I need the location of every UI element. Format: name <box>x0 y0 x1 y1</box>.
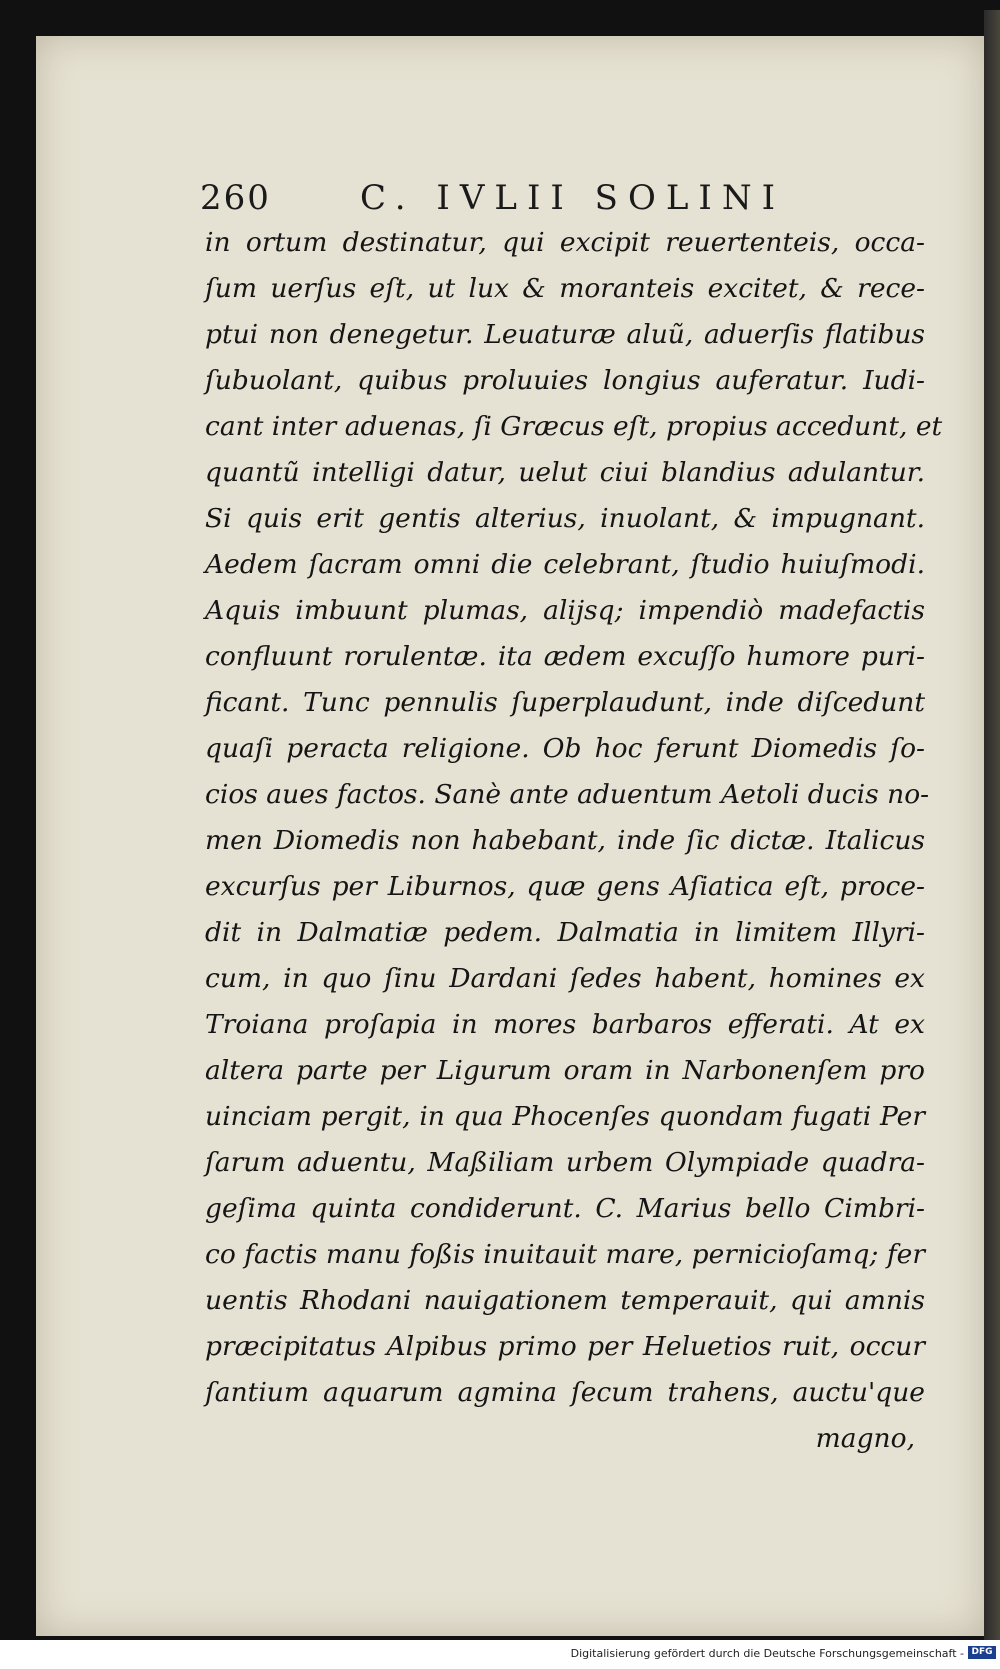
footer-credit: Digitalisierung gefördert durch die Deutsche Forschungsgemeinschaft - <box>570 1647 964 1660</box>
running-head: C. IVLII SOLINI <box>360 178 786 218</box>
text-line: Si quis erit gentis alterius, inuolant, & impugnant. <box>205 503 925 534</box>
text-line: altera parte per Ligurum oram in Narbonenſem pro <box>205 1055 925 1086</box>
text-line: Aquis imbuunt plumas, alijsq; impendiò madefactis <box>205 595 925 626</box>
text-line: uinciam pergit, in qua Phocenſes quondam fugati Per <box>205 1101 925 1132</box>
text-line: præcipitatus Alpibus primo per Heluetios ruit, occur <box>205 1331 925 1362</box>
text-line: in ortum destinatur, qui excipit reuertenteis, occa- <box>205 227 925 258</box>
text-line: quaſi peracta religione. Ob hoc ferunt Diomedis ſo- <box>205 733 925 764</box>
text-line: ſubuolant, quibus proluuies longius auferatur. Iudi- <box>205 365 925 396</box>
text-line: quantũ intelligi datur, uelut ciui blandius adulantur. <box>205 457 925 488</box>
text-line: dit in Dalmatiæ pedem. Dalmatia in limitem Illyri- <box>205 917 925 948</box>
dfg-logo: DFG <box>968 1646 996 1659</box>
page-header <box>200 178 800 218</box>
text-line: ſarum aduentu, Maßiliam urbem Olympiade quadra- <box>205 1147 925 1178</box>
page-number: 260 <box>200 178 271 218</box>
text-line: ſum uerſus eſt, ut lux & moranteis excitet, & rece- <box>205 273 925 304</box>
text-line: uentis Rhodani nauigationem temperauit, qui amnis <box>205 1285 925 1316</box>
text-line: cant inter aduenas, ſi Græcus eſt, propius accedunt, et <box>205 411 943 442</box>
text-line: ptui non denegetur. Leuaturæ aluũ, aduerſis flatibus <box>205 319 925 350</box>
text-line: Troiana proſapia in mores barbaros efferati. At ex <box>205 1009 925 1040</box>
book-edge <box>984 10 1000 1640</box>
body-text <box>205 220 943 1462</box>
text-line: co factis manu foßis inuitauit mare, pernicioſamq; fer <box>205 1239 925 1270</box>
text-line: geſima quinta condiderunt. C. Marius bello Cimbri- <box>205 1193 925 1224</box>
text-line: confluunt rorulentæ. ita ædem excuſſo humore puri- <box>205 641 925 672</box>
text-line: cum, in quo ſinu Dardani ſedes habent, homines ex <box>205 963 925 994</box>
catchword: magno, <box>815 1423 915 1454</box>
text-line: Aedem ſacram omni die celebrant, ſtudio huiuſmodi. <box>205 549 925 580</box>
text-line: men Diomedis non habebant, inde ſic dictæ. Italicus <box>205 825 925 856</box>
text-line: cios aues factos. Sanè ante aduentum Aetoli ducis no- <box>205 779 930 810</box>
text-line: ſantium aquarum agmina ſecum trahens, auctu'que <box>205 1377 925 1408</box>
text-line: excurſus per Liburnos, quæ gens Aſiatica eſt, proce- <box>205 871 925 902</box>
text-line: ficant. Tunc pennulis ſuperplaudunt, inde diſcedunt <box>205 687 925 718</box>
